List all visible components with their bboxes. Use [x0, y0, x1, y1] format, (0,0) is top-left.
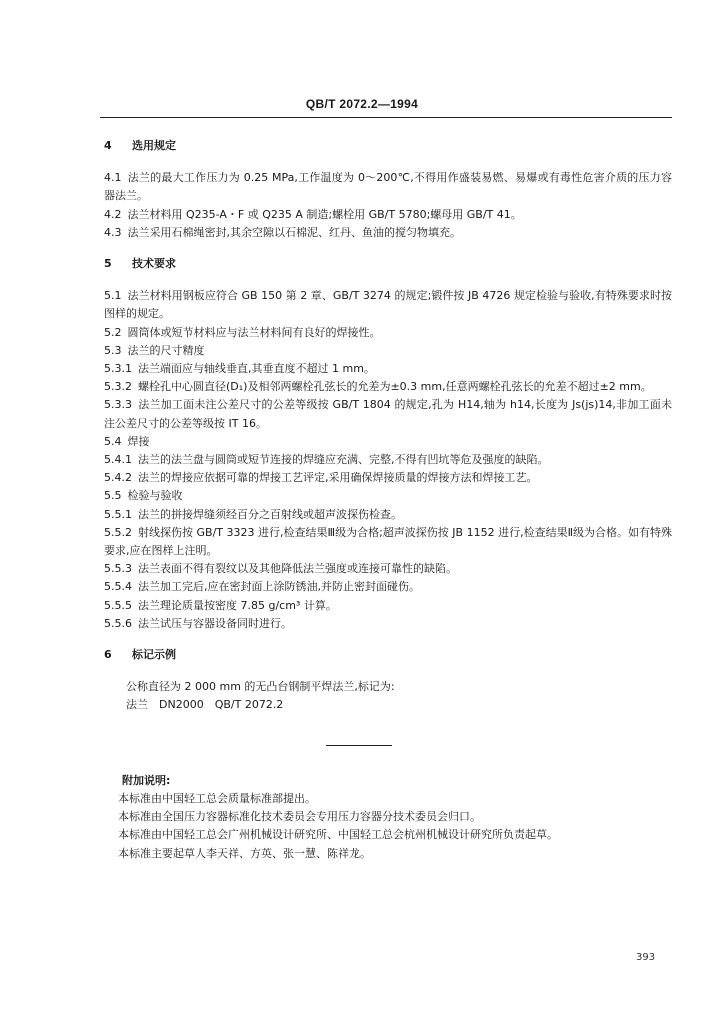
clause: [104, 433, 672, 451]
clause: [104, 378, 672, 396]
supplementary-line: 本标准由中国轻工总会广州机械设计研究所、中国轻工总会杭州机械设计研究所负责起草。: [118, 828, 558, 842]
clause-number: 4.1: [104, 171, 122, 185]
clause-text: 法兰材料用 Q235-A・F 或 Q235 A 制造;螺栓用 GB/T 5780;螺母用 GB/T 41。: [127, 207, 522, 221]
section-heading: [104, 646, 672, 664]
section-5: [104, 255, 672, 633]
clause-text: 法兰表面不得有裂纹以及其他降低法兰强度或连接可靠性的缺陷。: [138, 562, 457, 576]
clause-text: 法兰的最大工作压力为 0.25 MPa,工作温度为 0～200℃,不得用作盛装易燃、易爆或有毒性危害介质的压力容器法兰。: [104, 171, 672, 203]
header-rule: [100, 117, 672, 118]
clause-number: 5.5.4: [104, 580, 132, 594]
standard-code-header: QB/T 2072.2—1994: [305, 97, 419, 111]
clause: [104, 597, 672, 615]
clause-text: 法兰端面应与轴线垂直,其垂直度不超过 1 mm。: [138, 362, 375, 376]
clause-number: 5.5.3: [104, 562, 132, 576]
clause-number: 5.5.2: [104, 525, 132, 539]
clause-text: 法兰的拼接焊缝须经百分之百射线或超声波探伤检查。: [138, 507, 402, 521]
clause-text: 法兰试压与容器设备同时进行。: [138, 616, 292, 630]
clause-text: 法兰采用石棉绳密封,其余空隙以石棉泥、红丹、鱼油的搅匀物填充。: [127, 225, 461, 239]
clause: [104, 469, 672, 487]
clause: [104, 506, 672, 524]
marking-example-line: 公称直径为 2 000 mm 的无凸台钢制平焊法兰,标记为:: [126, 680, 395, 694]
supplementary-line: 本标准主要起草人李天祥、方英、张一慧、陈祥龙。: [118, 846, 371, 860]
section-number: 4: [104, 139, 112, 152]
clause: [104, 287, 672, 323]
section-title: 标记示例: [132, 648, 176, 662]
clause: [104, 487, 672, 505]
clause: [104, 360, 672, 378]
clause-number: 5.4.2: [104, 471, 132, 485]
supplementary-notes: [104, 772, 672, 863]
clause-number: 4.3: [104, 225, 122, 239]
section-6: [104, 646, 672, 715]
section-number: 5: [104, 257, 112, 271]
clause: [104, 169, 672, 205]
clause-text: 检验与验收: [127, 489, 183, 503]
clause-number: 5.3.2: [104, 380, 132, 394]
clause: [104, 451, 672, 469]
section-heading: [104, 137, 672, 155]
clause-number: 4.2: [104, 207, 122, 221]
clause-number: 5.3.3: [104, 398, 132, 412]
clause: [104, 224, 672, 242]
supplementary-line: 本标准由全国压力容器标准化技术委员会专用压力容器分技术委员会归口。: [118, 810, 481, 824]
clause-number: 5.1: [104, 289, 122, 303]
section-title: 技术要求: [132, 257, 176, 271]
marking-example-line: 法兰 DN2000 QB/T 2072.2: [126, 698, 284, 712]
clause: [104, 206, 672, 224]
section-heading: [104, 255, 672, 273]
clause-text: 法兰理论质量按密度 7.85 g/cm³ 计算。: [138, 598, 337, 612]
supplementary-title: 附加说明:: [122, 773, 171, 787]
clause-number: 5.5.1: [104, 507, 132, 521]
clause-text: 法兰加工完后,应在密封面上涂防锈油,并防止密封面碰伤。: [138, 580, 420, 594]
clause: [104, 342, 672, 360]
clause-number: 5.4.1: [104, 453, 132, 467]
clause: [104, 324, 672, 342]
clause-number: 5.3: [104, 343, 122, 357]
clause: [104, 578, 672, 596]
clause-number: 5.5.6: [104, 616, 132, 630]
clause-text: 法兰的法兰盘与圆筒或短节连接的焊缝应充满、完整,不得有凹坑等危及强度的缺陷。: [138, 453, 549, 467]
end-divider: [326, 745, 392, 746]
clause-text: 螺栓孔中心圆直径(D₁)及相邻两螺栓孔弦长的允差为±0.3 mm,任意两螺栓孔弦长的允差不超过±2 mm。: [138, 380, 652, 394]
clause-number: 5.3.1: [104, 362, 132, 376]
supplementary-line: 本标准由中国轻工总会质量标准部提出。: [118, 791, 316, 805]
clause-number: 5.4: [104, 434, 122, 448]
clause-text: 射线探伤按 GB/T 3323 进行,检查结果Ⅲ级为合格;超声波探伤按 JB 1152 进行,检查结果Ⅱ级为合格。如有特殊要求,应在图样上注明。: [104, 525, 672, 558]
clause-number: 5.5: [104, 489, 122, 503]
document-body: [104, 137, 672, 863]
clause-text: 法兰加工面未注公差尺寸的公差等级按 GB/T 1804 的规定,孔为 H14,轴为 h14,长度为 Js(js)14,非加工面未注公差尺寸的公差等级按 IT 16。: [104, 398, 672, 430]
clause-text: 法兰的尺寸精度: [127, 343, 205, 357]
clause-number: 5.2: [104, 325, 122, 339]
section-title: 选用规定: [132, 139, 176, 152]
clause: [104, 615, 672, 633]
page-number: 393: [636, 952, 656, 963]
section-number: 6: [104, 648, 112, 662]
clause-text: 法兰材料用钢板应符合 GB 150 第 2 章、GB/T 3274 的规定;锻件按 JB 4726 规定检验与验收,有特殊要求时按图样的规定。: [104, 289, 672, 321]
clause: [104, 560, 672, 578]
clause-text: 焊接: [127, 434, 150, 448]
clause: [104, 396, 672, 432]
section-4: [104, 137, 672, 242]
clause: [104, 524, 672, 560]
clause-text: 圆筒体或短节材料应与法兰材料间有良好的焊接性。: [127, 325, 381, 339]
clause-text: 法兰的焊接应依据可靠的焊接工艺评定,采用确保焊接质量的焊接方法和焊接工艺。: [138, 471, 538, 485]
clause-number: 5.5.5: [104, 598, 132, 612]
